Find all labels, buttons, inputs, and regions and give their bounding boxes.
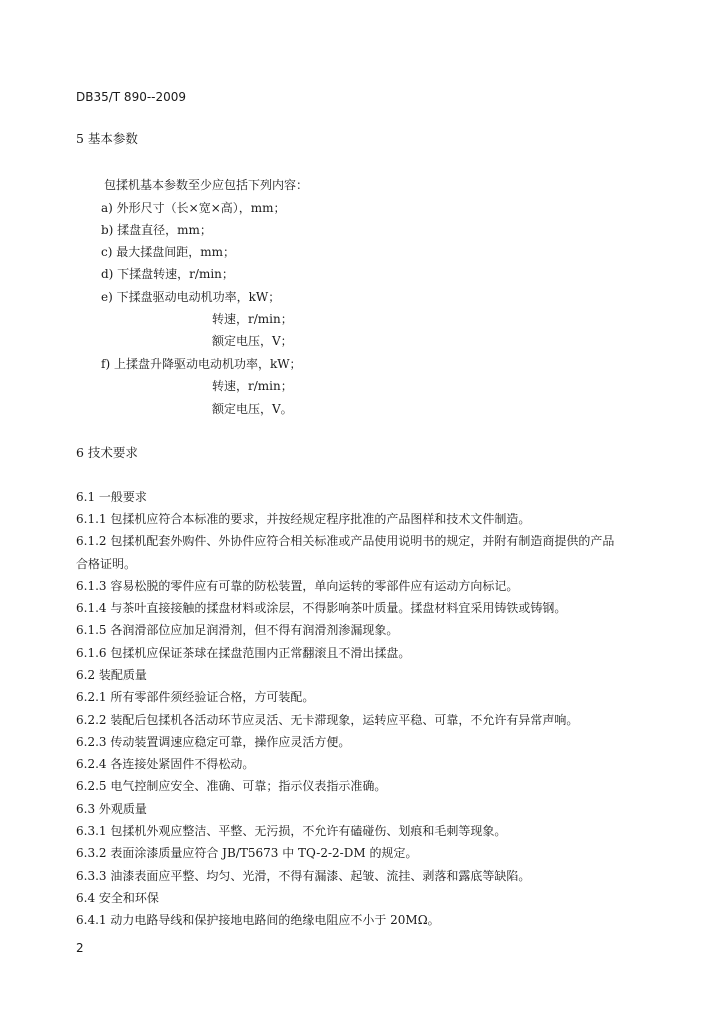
clause-6-2-1: 6.2.1 所有零部件须经验证合格，方可装配。 (76, 690, 315, 704)
clause-6-1-heading: 6.1 一般要求 (76, 490, 147, 504)
doc-code: DB35/T 890--2009 (76, 90, 187, 104)
param-item-f: f) 上揉盘升降驱动电动机功率，kW； (101, 357, 302, 371)
clause-6-1-3: 6.1.3 容易松脱的零件应有可靠的防松装置，单向运转的零部件应有运动方向标记。 (76, 579, 519, 593)
clause-6-2-4: 6.2.4 各连接处紧固件不得松动。 (76, 757, 255, 771)
clause-6-3-2: 6.3.2 表面涂漆质量应符合 JB/T5673 中 TQ-2-2-DM 的规定。 (76, 846, 418, 860)
clause-6-1-2: 6.1.2 包揉机配套外购件、外协件应符合相关标准或产品使用说明书的规定，并附有制造商提供的产品 (76, 534, 615, 548)
clause-6-1-1: 6.1.1 包揉机应符合本标准的要求，并按经规定程序批准的产品图样和技术文件制造。 (76, 512, 531, 526)
section-5-intro: 包揉机基本参数至少应包括下列内容： (104, 178, 309, 192)
clause-6-3-1: 6.3.1 包揉机外观应整洁、平整、无污损，不允许有磕碰伤、划痕和毛刺等现象。 (76, 824, 507, 838)
clause-6-1-5: 6.1.5 各润滑部位应加足润滑剂，但不得有润滑剂渗漏现象。 (76, 623, 399, 637)
param-item-c: c) 最大揉盘间距，mm； (101, 245, 235, 259)
param-item-a: a) 外形尺寸（长×宽×高），mm； (101, 201, 286, 215)
section-6-title: 6 技术要求 (76, 445, 138, 460)
clause-6-2-2: 6.2.2 装配后包揉机各活动环节应灵活、无卡滞现象，运转应平稳、可靠，不允许有异常声响。 (76, 713, 579, 727)
clause-6-1-2-cont: 合格证明。 (76, 557, 137, 571)
clause-6-3-heading: 6.3 外观质量 (76, 802, 147, 816)
param-item-b: b) 揉盘直径，mm； (101, 223, 212, 237)
clause-6-2-3: 6.2.3 传动装置调速应稳定可靠，操作应灵活方便。 (76, 735, 351, 749)
param-item-e-speed: 转速，r/min； (212, 312, 293, 326)
clause-6-1-4: 6.1.4 与茶叶直接接触的揉盘材料或涂层，不得影响茶叶质量。揉盘材料宜采用铸铁或铸钢。 (76, 601, 567, 615)
param-item-e-voltage: 额定电压，V； (212, 334, 293, 348)
param-item-d: d) 下揉盘转速，r/min； (101, 267, 234, 281)
clause-6-1-6: 6.1.6 包揉机应保证茶球在揉盘范围内正常翻滚且不滑出揉盘。 (76, 646, 411, 660)
section-5-title: 5 基本参数 (76, 131, 138, 146)
param-item-f-speed: 转速，r/min； (212, 379, 293, 393)
clause-6-4-1: 6.4.1 动力电路导线和保护接地电路间的绝缘电阻应不小于 20MΩ。 (76, 913, 440, 927)
clause-6-4-heading: 6.4 安全和环保 (76, 891, 159, 905)
clause-6-2-5: 6.2.5 电气控制应安全、准确、可靠；指示仪表指示准确。 (76, 779, 387, 793)
param-item-e: e) 下揉盘驱动电动机功率，kW； (101, 290, 281, 304)
clause-6-2-heading: 6.2 装配质量 (76, 668, 147, 682)
clause-6-3-3: 6.3.3 油漆表面应平整、均匀、光滑，不得有漏漆、起皱、流挂、剥落和露底等缺陷。 (76, 869, 531, 883)
param-item-f-voltage: 额定电压，V。 (212, 402, 293, 416)
page-number: 2 (76, 941, 84, 955)
